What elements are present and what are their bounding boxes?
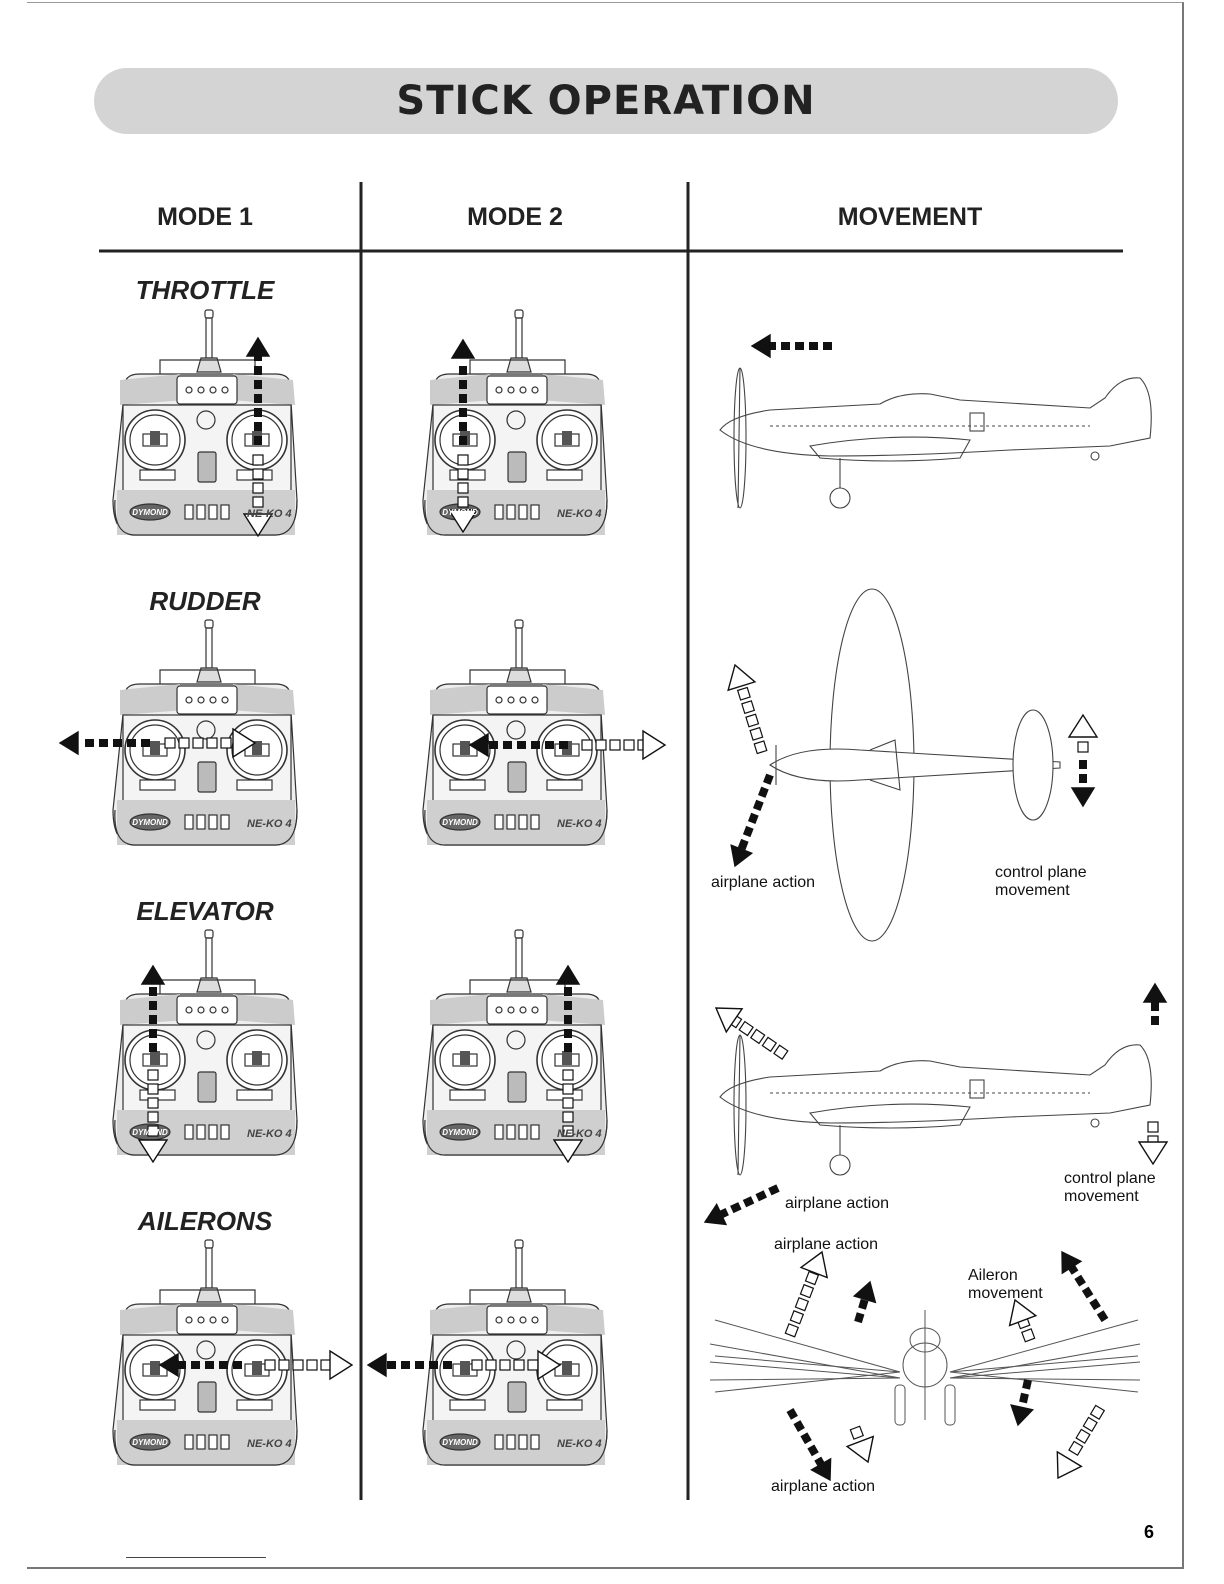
transmitter <box>113 620 297 845</box>
transmitter-model-label: NE-KO 4 <box>247 1128 292 1140</box>
black-arrow <box>1072 760 1094 806</box>
transmitter-brand-logo: DYMOND <box>132 818 168 827</box>
transmitter-brand-logo: DYMOND <box>132 508 168 517</box>
transmitter <box>423 310 607 535</box>
column-header-movement: MOVEMENT <box>837 203 983 231</box>
transmitter <box>113 930 297 1155</box>
transmitter-brand-logo: DYMOND <box>442 1128 478 1137</box>
transmitter-model-label: NE-KO 4 <box>247 508 292 520</box>
black-arrow <box>780 1405 839 1486</box>
black-arrow <box>725 771 781 870</box>
transmitter <box>113 310 297 535</box>
white-arrow <box>1046 1401 1112 1485</box>
black-arrow <box>1007 1378 1038 1428</box>
transmitter <box>423 620 607 845</box>
white-arrow <box>708 996 793 1066</box>
airplane-side-view <box>720 368 1151 508</box>
black-arrow <box>1053 1246 1115 1326</box>
transmitter-brand-logo: DYMOND <box>132 1438 168 1447</box>
black-arrow <box>1144 984 1166 1025</box>
transmitter-brand-logo: DYMOND <box>132 1128 168 1137</box>
transmitter-model-label: NE-KO 4 <box>247 1438 292 1450</box>
transmitter-brand-logo: DYMOND <box>442 1438 478 1447</box>
white-arrow <box>1069 715 1097 752</box>
transmitter <box>113 1240 297 1465</box>
column-header-mode2: MODE 2 <box>467 203 563 231</box>
transmitter-model-label: NE-KO 4 <box>557 1128 602 1140</box>
airplane-front-view <box>710 1310 1140 1425</box>
transmitter-brand-logo: DYMOND <box>442 508 478 517</box>
transmitter <box>423 930 607 1155</box>
page-number: 6 <box>1144 1522 1155 1542</box>
black-arrow <box>752 335 832 357</box>
aileron-airplane-action-bottom-label: airplane action <box>771 1478 876 1495</box>
airplane-top-view <box>770 589 1060 941</box>
row-label-ailerons: AILERONS <box>137 1206 273 1236</box>
row-label-rudder: RUDDER <box>149 586 261 616</box>
aileron-movement-label: Aileron movement <box>968 1267 1043 1302</box>
white-arrow <box>842 1423 881 1467</box>
transmitter-brand-logo: DYMOND <box>442 818 478 827</box>
rudder-control-plane-label: control plane movement <box>995 864 1087 899</box>
page-title: STICK OPERATION <box>396 78 816 124</box>
transmitter-model-label: NE-KO 4 <box>247 818 292 830</box>
column-header-mode1: MODE 1 <box>157 203 253 231</box>
row-label-throttle: THROTTLE <box>135 275 275 305</box>
white-arrow <box>1139 1122 1167 1164</box>
white-arrow <box>722 661 776 756</box>
white-arrow <box>777 1247 835 1340</box>
rudder-airplane-action-label: airplane action <box>711 874 816 891</box>
transmitter <box>423 1240 607 1465</box>
white-arrow <box>1002 1295 1043 1345</box>
black-arrow <box>700 1178 782 1232</box>
elevator-control-plane-label: control plane movement <box>1064 1170 1156 1205</box>
transmitter-model-label: NE-KO 4 <box>557 1438 602 1450</box>
aileron-airplane-action-top-label: airplane action <box>774 1236 879 1253</box>
black-arrow <box>847 1279 880 1325</box>
elevator-airplane-action-label: airplane action <box>785 1195 890 1212</box>
row-label-elevator: ELEVATOR <box>136 896 274 926</box>
transmitter-model-label: NE-KO 4 <box>557 818 602 830</box>
transmitter-model-label: NE-KO 4 <box>557 508 602 520</box>
